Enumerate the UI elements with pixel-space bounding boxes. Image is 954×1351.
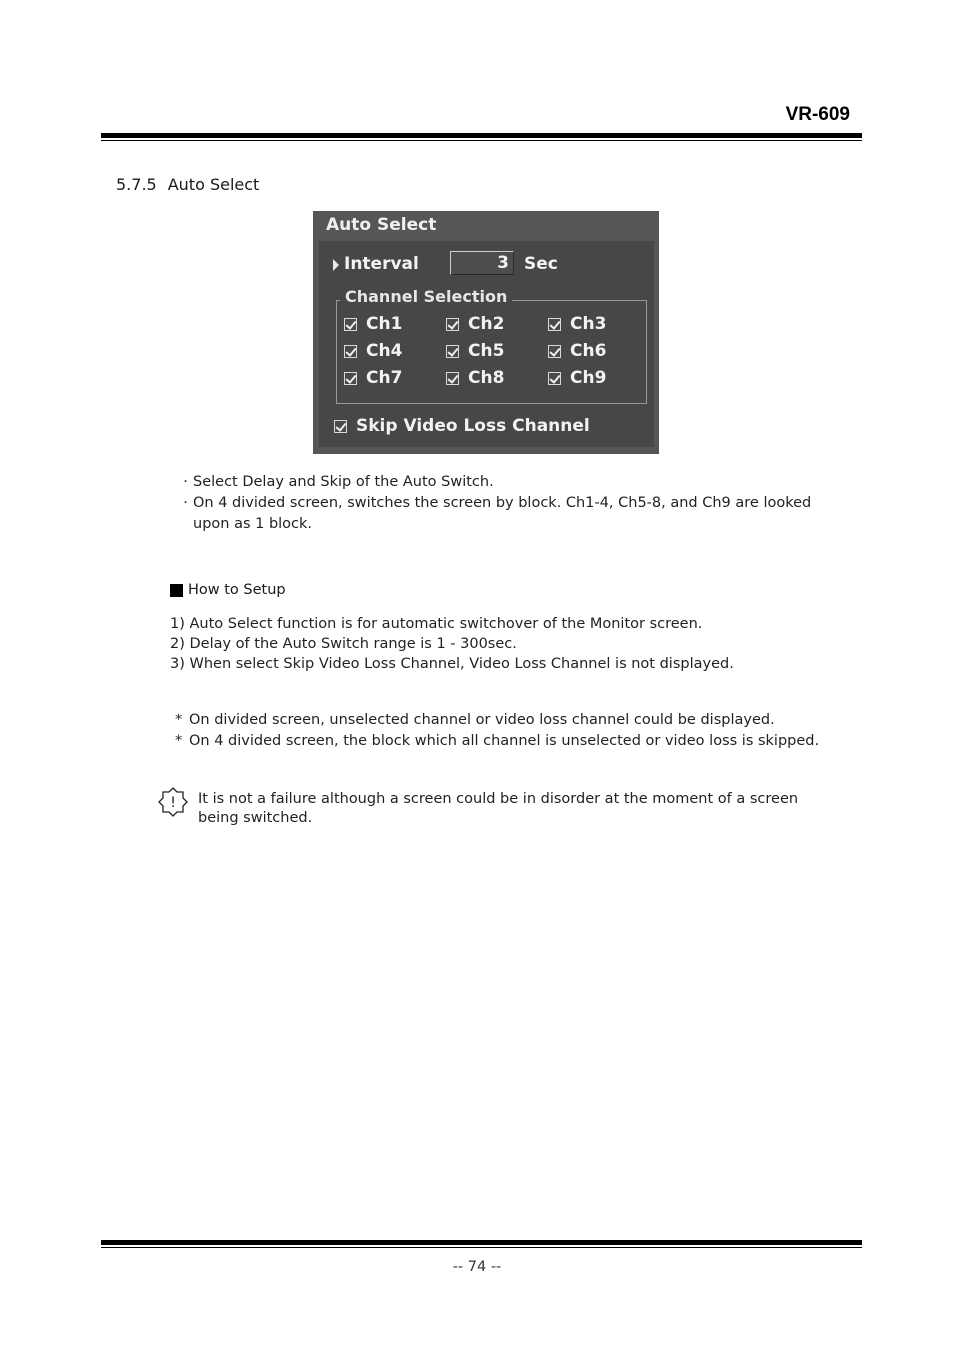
skip-video-loss-label: Skip Video Loss Channel: [356, 416, 590, 436]
channel-checkbox-ch6[interactable]: [548, 341, 606, 361]
checkbox-icon: [548, 345, 561, 358]
setup-steps: [170, 614, 850, 674]
channel-checkbox-ch3[interactable]: [548, 314, 606, 334]
channel-checkbox-ch7[interactable]: [344, 368, 402, 388]
setup-step: 3) When select Skip Video Loss Channel, Video Loss Channel is not displayed.: [170, 656, 734, 672]
osd-content: [319, 241, 654, 447]
note-item: * On divided screen, unselected channel or video loss channel could be displayed.: [175, 710, 835, 731]
interval-unit: Sec: [524, 254, 558, 274]
notes-list: [175, 710, 835, 752]
setup-step: 1) Auto Select function is for automatic switchover of the Monitor screen.: [170, 616, 703, 632]
checkbox-icon: [446, 345, 459, 358]
channel-label: Ch3: [570, 314, 607, 334]
checkbox-icon: [344, 372, 357, 385]
interval-input[interactable]: 3: [450, 251, 514, 275]
setup-step: 2) Delay of the Auto Switch range is 1 - 300sec.: [170, 636, 517, 652]
footer-rule-thick: [101, 1240, 862, 1245]
channel-label: Ch2: [468, 314, 505, 334]
checkbox-icon: [344, 318, 357, 331]
list-item: · On 4 divided screen, switches the screen by block. Ch1-4, Ch5-8, and Ch9 are looked upon as 1 block.: [178, 493, 818, 535]
channel-label: Ch9: [570, 368, 607, 388]
checkbox-icon: [344, 345, 357, 358]
channel-checkbox-ch5[interactable]: [446, 341, 504, 361]
channel-label: Ch7: [366, 368, 403, 388]
channel-checkbox-ch2[interactable]: [446, 314, 504, 334]
channel-checkbox-ch1[interactable]: [344, 314, 402, 334]
skip-video-loss-checkbox[interactable]: [334, 416, 590, 436]
channel-label: Ch8: [468, 368, 505, 388]
caution-symbol: !: [170, 795, 176, 811]
section-number: 5.7.5: [116, 175, 157, 194]
header-rule-thick: [101, 133, 862, 138]
checkbox-icon: [446, 318, 459, 331]
channel-checkbox-ch4[interactable]: [344, 341, 402, 361]
caution-icon: [158, 787, 188, 817]
document-title: VR-609: [785, 104, 850, 125]
bullet-mark: ·: [183, 474, 188, 490]
header-rule-thin: [101, 140, 862, 141]
asterisk-mark: *: [175, 733, 183, 749]
description-list: [178, 472, 818, 535]
list-item: · Select Delay and Skip of the Auto Switch.: [178, 472, 818, 493]
how-to-setup-heading: How to Setup: [170, 582, 286, 598]
checkbox-icon: [548, 318, 561, 331]
checkbox-icon: [548, 372, 561, 385]
osd-title: Auto Select: [326, 215, 437, 235]
checkbox-icon: [446, 372, 459, 385]
channel-checkbox-ch8[interactable]: [446, 368, 504, 388]
auto-select-osd-panel: [313, 211, 659, 454]
square-bullet-icon: [170, 584, 183, 597]
channel-label: Ch1: [366, 314, 403, 334]
caution-text: It is not a failure although a screen could be in disorder at the moment of a screen being switched.: [198, 791, 799, 826]
checkbox-icon: [334, 420, 347, 433]
channel-selection-label: Channel Selection: [340, 287, 512, 306]
channel-checkbox-ch9[interactable]: [548, 368, 606, 388]
selection-arrow-icon: [333, 259, 339, 271]
bullet-mark: ·: [183, 495, 188, 511]
asterisk-mark: *: [175, 712, 183, 728]
note-item: * On 4 divided screen, the block which all channel is unselected or video loss is skipped.: [175, 731, 835, 752]
channel-label: Ch5: [468, 341, 505, 361]
page-number: -- 74 --: [452, 1259, 502, 1275]
section-title: Auto Select: [167, 175, 260, 194]
section-heading: [116, 175, 259, 194]
channel-label: Ch4: [366, 341, 403, 361]
interval-label: Interval: [344, 254, 419, 274]
channel-label: Ch6: [570, 341, 607, 361]
footer-rule-thin: [101, 1247, 862, 1248]
